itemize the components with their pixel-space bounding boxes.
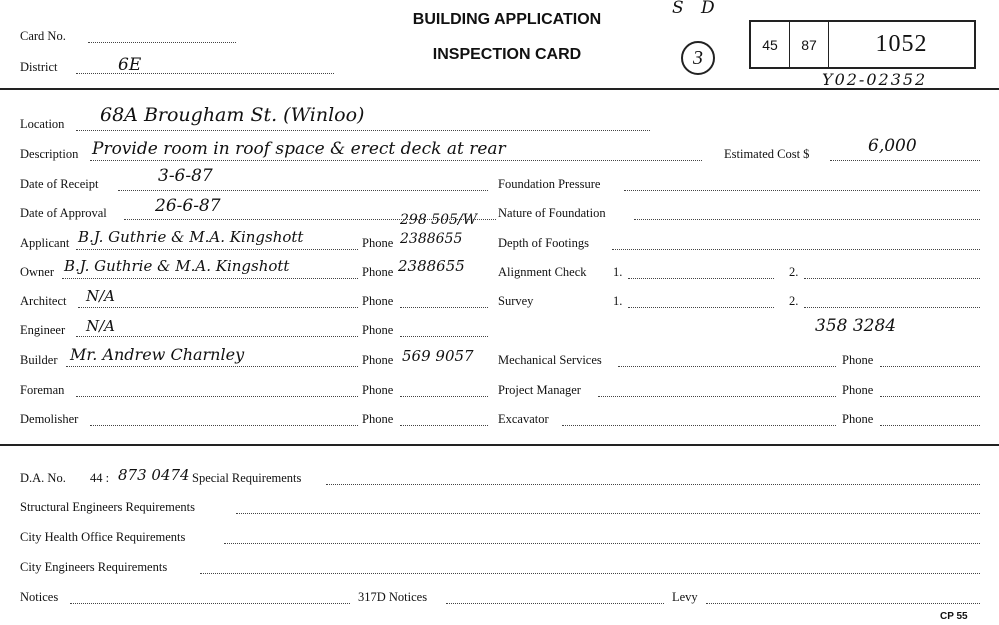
owner-phone-label: Phone [362,265,394,279]
card-no-line [88,42,236,43]
date-of-approval-value: 26-6-87 [155,196,221,216]
builder-phone-value: 569 9057 [402,347,474,365]
mechanical-services-line [618,366,836,367]
notices-label: Notices [20,590,59,604]
description-value: Provide room in roof space & erect deck at rear [92,139,506,159]
excavator-phone-label: Phone [842,412,874,426]
date-of-approval-label: Date of Approval [20,206,107,220]
foreman-line [76,396,358,397]
city-engineers-line [200,573,980,574]
owner-line [62,278,358,279]
architect-phone-line [400,307,488,308]
owner-label: Owner [20,265,55,279]
architect-line [78,307,358,308]
foundation-pressure-label: Foundation Pressure [498,177,601,191]
special-requirements-label: Special Requirements [192,471,302,485]
engineer-value: N/A [86,317,116,335]
applicant-value: B.J. Guthrie & M.A. Kingshott [78,228,304,246]
depth-of-footings-line [612,249,980,250]
card-number-box [749,20,976,69]
location-label: Location [20,117,65,131]
structural-engineers-line [236,513,980,514]
survey-1: 1. [613,294,623,308]
excavator-label: Excavator [498,412,549,426]
alignment-check-1: 1. [613,265,623,279]
district-value: 6E [118,55,142,75]
engineer-note: 358 3284 [815,316,897,336]
alignment-check-1-line [628,278,774,279]
header-divider [0,88,999,90]
applicant-phone-value: 2388655 [400,231,463,247]
project-manager-phone-label: Phone [842,383,874,397]
levy-label: Levy [672,590,698,604]
survey-label: Survey [498,294,534,308]
architect-value: N/A [86,287,116,305]
survey-2: 2. [789,294,799,308]
nature-of-foundation-line [634,219,980,220]
builder-line [66,366,358,367]
applicant-label: Applicant [20,236,70,250]
district-label: District [20,60,58,74]
architect-label: Architect [20,294,67,308]
city-health-label: City Health Office Requirements [20,530,186,544]
city-engineers-label: City Engineers Requirements [20,560,168,574]
estimated-cost-label: Estimated Cost $ [724,147,810,161]
card-no-label: Card No. [20,29,66,43]
excavator-phone-line [880,425,980,426]
builder-value: Mr. Andrew Charnley [70,345,245,364]
notices-317d-label: 317D Notices [358,590,428,604]
box-cell-3: 1052 [875,31,928,57]
builder-label: Builder [20,353,58,367]
alignment-check-label: Alignment Check [498,265,587,279]
builder-phone-label: Phone [362,353,394,367]
demolisher-line [90,425,358,426]
applicant-phone-label: Phone [362,236,394,250]
alignment-check-2-line [804,278,980,279]
annotation-sd: S D [672,0,721,18]
depth-of-footings-label: Depth of Footings [498,236,589,250]
circled-number: 3 [681,41,715,75]
date-of-receipt-label: Date of Receipt [20,177,99,191]
estimated-cost-line [830,160,980,161]
applicant-line [76,249,358,250]
box-cell-1: 45 [751,22,790,67]
architect-phone-label: Phone [362,294,394,308]
project-manager-line [598,396,836,397]
survey-2-line [804,307,980,308]
form-code: CP 55 [940,611,968,622]
engineer-phone-label: Phone [362,323,394,337]
excavator-line [562,425,836,426]
project-manager-phone-line [880,396,980,397]
applicant-phone-note: 298 505/W [400,212,477,228]
title-line-2: INSPECTION CARD [432,46,582,63]
date-of-receipt-value: 3-6-87 [158,166,213,186]
box-cell-2: 87 [790,22,829,67]
notices-317d-line [446,603,664,604]
engineer-phone-line [400,336,488,337]
alignment-check-2: 2. [789,265,799,279]
owner-phone-value: 2388655 [398,257,465,275]
foreman-phone-line [400,396,488,397]
nature-of-foundation-label: Nature of Foundation [498,206,606,220]
foreman-phone-label: Phone [362,383,394,397]
mechanical-phone-line [880,366,980,367]
survey-1-line [628,307,774,308]
levy-line [706,603,980,604]
estimated-cost-value: 6,000 [868,136,917,156]
notices-line [70,603,350,604]
special-requirements-line [326,484,980,485]
project-manager-label: Project Manager [498,383,581,397]
da-no-label: D.A. No. [20,471,66,485]
description-label: Description [20,147,79,161]
mechanical-phone-label: Phone [842,353,874,367]
demolisher-phone-line [400,425,488,426]
owner-value: B.J. Guthrie & M.A. Kingshott [64,257,290,275]
structural-engineers-label: Structural Engineers Requirements [20,500,195,514]
city-health-line [224,543,980,544]
location-line [76,130,650,131]
foundation-pressure-line [624,190,980,191]
description-line [90,160,702,161]
da-no-value: 873 0474 [118,466,190,484]
engineer-line [76,336,358,337]
title-line-1: BUILDING APPLICATION [412,11,602,28]
date-of-receipt-line [118,190,488,191]
reference-number: Y02-02352 [822,70,928,89]
demolisher-label: Demolisher [20,412,79,426]
foreman-label: Foreman [20,383,65,397]
engineer-label: Engineer [20,323,66,337]
mechanical-services-label: Mechanical Services [498,353,602,367]
district-line [76,73,334,74]
demolisher-phone-label: Phone [362,412,394,426]
location-value: 68A Brougham St. (Winloo) [100,104,365,126]
da-no-prefix: 44 : [90,471,110,485]
requirements-divider [0,444,999,446]
